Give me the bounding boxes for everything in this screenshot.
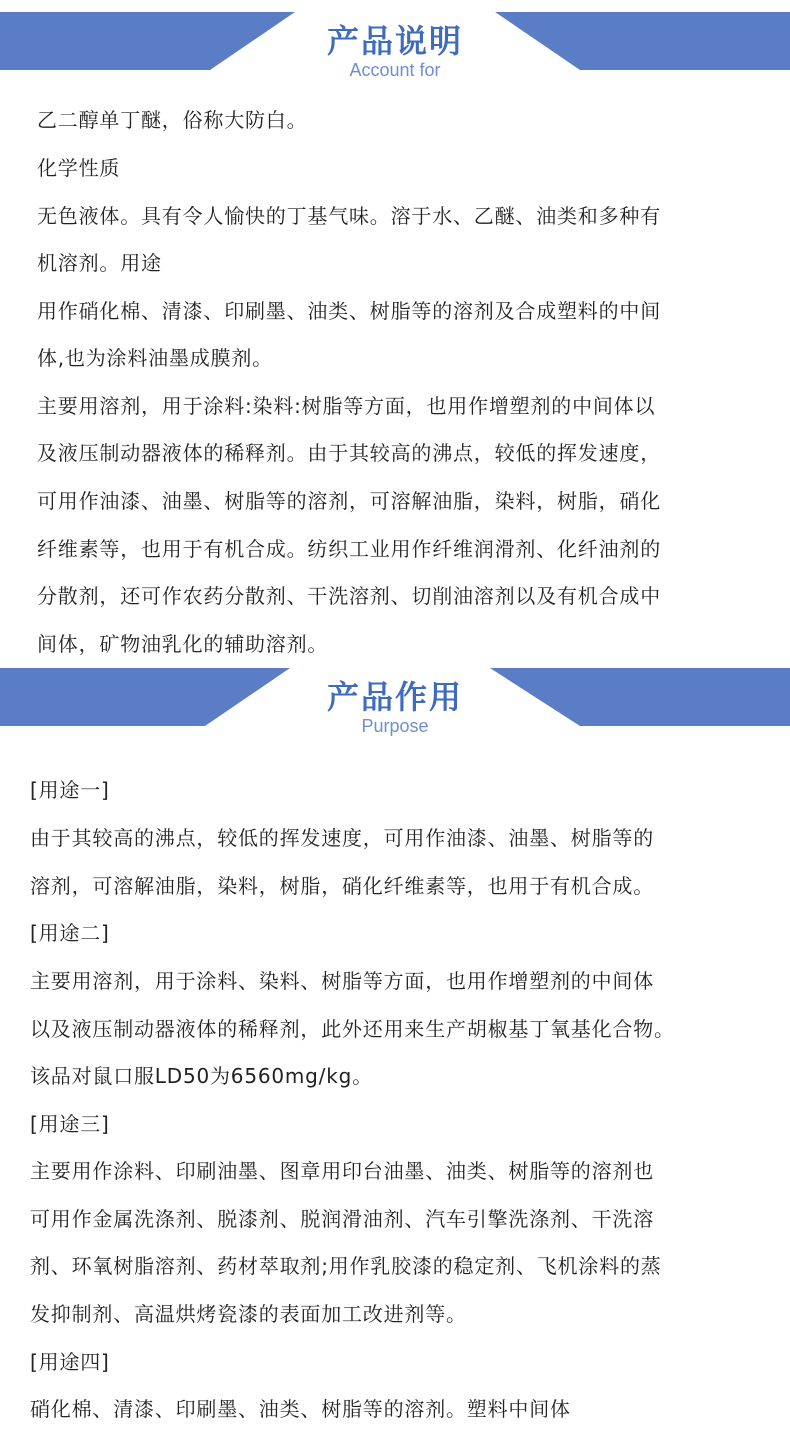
paragraph-line: 溶剂，可溶解油脂，染料，树脂，硝化纤维素等，也用于有机合成。 xyxy=(30,874,654,898)
usage-heading: [用途一] xyxy=(30,778,110,802)
paragraph-line: 纤维素等，也用于有机合成。纺织工业用作纤维润滑剂、化纤油剂的 xyxy=(37,537,661,561)
paragraph-line: 由于其较高的沸点，较低的挥发速度，可用作油漆、油墨、树脂等的 xyxy=(30,826,654,850)
paragraph-line: 硝化棉、清漆、印刷墨、油类、树脂等的溶剂。塑料中间体 xyxy=(30,1397,571,1421)
usage-heading: [用途三] xyxy=(30,1112,110,1136)
paragraph-line: 分散剂，还可作农药分散剂、干洗溶剂、切削油溶剂以及有机合成中 xyxy=(37,584,661,608)
usage-heading: [用途二] xyxy=(30,921,110,945)
paragraph-line: 及液压制动器液体的稀释剂。由于其较高的沸点，较低的挥发速度， xyxy=(37,441,661,465)
paragraph-line: 机溶剂。用途 xyxy=(37,251,162,275)
usage-heading: [用途四] xyxy=(30,1350,110,1374)
paragraph-line: 可用作金属洗涤剂、脱漆剂、脱润滑油剂、汽车引擎洗涤剂、干洗溶 xyxy=(30,1207,654,1231)
paragraph-line: 主要用作涂料、印刷油墨、图章用印台油墨、油类、树脂等的溶剂也 xyxy=(30,1159,654,1183)
paragraph-line: 主要用溶剂，用于涂料、染料、树脂等方面，也用作增塑剂的中间体 xyxy=(30,969,654,993)
paragraph-line: 用作硝化棉、清漆、印刷墨、油类、树脂等的溶剂及合成塑料的中间 xyxy=(37,299,661,323)
paragraph-line: 化学性质 xyxy=(37,156,121,180)
paragraph-line: 无色液体。具有令人愉快的丁基气味。溶于水、乙醚、油类和多种有 xyxy=(37,204,661,228)
paragraph-line: 间体，矿物油乳化的辅助溶剂。 xyxy=(37,632,329,656)
section-subtitle: Account for xyxy=(349,60,441,80)
paragraph-line: 体,也为涂料油墨成膜剂。 xyxy=(37,346,273,370)
section-title: 产品作用 xyxy=(326,678,463,716)
paragraph-line: 该品对鼠口服LD50为6560mg/kg。 xyxy=(30,1064,373,1088)
paragraph-line: 可用作油漆、油墨、树脂等的溶剂，可溶解油脂，染料，树脂，硝化 xyxy=(37,489,661,513)
paragraph-line: 以及液压制动器液体的稀释剂，此外还用来生产胡椒基丁氧基化合物。 xyxy=(30,1017,675,1041)
paragraph-line: 发抑制剂、高温烘烤瓷漆的表面加工改进剂等。 xyxy=(30,1302,467,1326)
section-subtitle: Purpose xyxy=(361,716,429,736)
section-banner-account xyxy=(0,12,790,82)
paragraph-line: 主要用溶剂，用于涂料:染料:树脂等方面，也用作增塑剂的中间体以 xyxy=(37,394,656,418)
section-banner-purpose xyxy=(0,668,790,738)
section-title: 产品说明 xyxy=(326,22,463,60)
paragraph-line: 剂、环氧树脂溶剂、药材萃取剂;用作乳胶漆的稳定剂、飞机涂料的蒸 xyxy=(30,1254,662,1278)
paragraph-line: 乙二醇单丁醚，俗称大防白。 xyxy=(37,108,308,132)
